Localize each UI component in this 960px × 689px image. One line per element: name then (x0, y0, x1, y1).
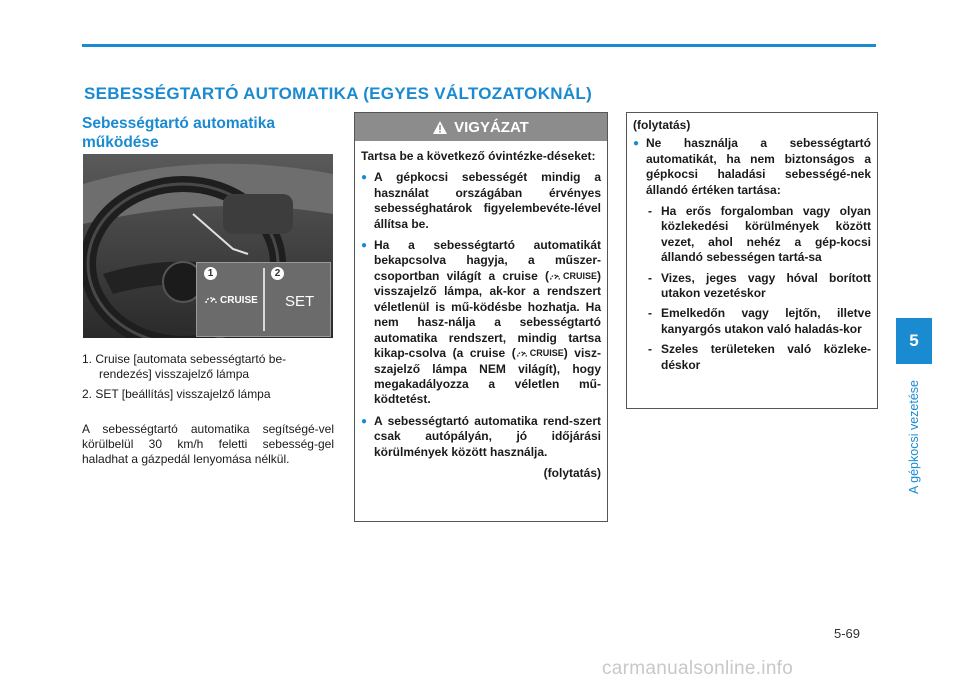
warning-intro: Tartsa be a következő óvintézke-déseket: (361, 149, 596, 163)
warning-bullet-2 (361, 238, 601, 408)
callout-number-1: 1 (204, 267, 217, 280)
list-item: 2. SET [beállítás] visszajelző lámpa (82, 387, 271, 401)
warning-continued: (folytatás) (543, 465, 601, 480)
warning-icon (433, 121, 447, 134)
chapter-tab: 5 (896, 318, 932, 364)
cruise-icon-text: CRUISE (529, 348, 564, 359)
page-number: 5-69 (834, 626, 861, 641)
continuation-label: (folytatás) (633, 118, 691, 132)
warning-bullet-1: ● A gépkocsi sebességét mindig a használat országában érvényes sebességhatárok figyelembevéte-lével állítsa be. (361, 170, 601, 232)
set-indicator: SET (285, 293, 315, 310)
dash-item: - Vizes, jeges vagy hóval borított utakon vezetéskor (648, 270, 871, 301)
intro-paragraph: A sebességtartó automatika segítségé-vel körülbelül 30 km/h feletti sebesség-gel haladhat a gázpedál lenyomása nélkül. (82, 422, 334, 466)
speedometer-icon (549, 271, 561, 283)
cruise-icon-text: CRUISE (562, 270, 597, 281)
continuation-bullet-1: ● Ne használja a sebességtartó automatikát, ha nem biztonságos a gépkocsi haladási sebességé-nek állandó értéken tartása: (633, 136, 871, 198)
dash-item: - Szeles területeken való közleke-déskor (648, 342, 871, 372)
speedometer-icon (516, 348, 528, 360)
top-rule (82, 44, 876, 47)
callout-divider (263, 268, 265, 331)
indicator-callout (196, 262, 331, 337)
warning-header (355, 113, 607, 141)
chapter-label: A gépkocsi vezetése (907, 380, 921, 494)
section-title: SEBESSÉGTARTÓ AUTOMATIKA (EGYES VÁLTOZATOKNÁL) (84, 84, 593, 103)
dash-item: - Emelkedőn vagy lejtőn, illetve kanyargós utakon való haladás-kor (648, 306, 871, 336)
continuation-box (626, 112, 878, 409)
sub-title: Sebességtartó automatika működése (82, 115, 275, 151)
warning-bullet-2-part-a: Ha a sebességtartó automatikát bekapcsolva hagyja, a műszer-csoportban világít a cruise ( (374, 238, 601, 283)
cruise-icon-inline (516, 346, 564, 361)
cruise-indicator (204, 293, 258, 307)
callout-number-2: 2 (271, 267, 284, 280)
cruise-icon-inline (549, 269, 597, 284)
warning-title: VIGYÁZAT (454, 118, 529, 136)
warning-bullet-3: ● A sebességtartó automatika rend-szert csak autópályán, jó időjárási körülmények között használja. (361, 414, 601, 460)
dash-item: - Ha erős forgalomban vagy olyan közlekedési körülmények között vezet, ahol nehéz a gép-kocsi állandó sebességen tartá-sa (648, 204, 871, 265)
speedometer-icon (204, 293, 218, 307)
warning-bullet-2-part-c: ) visz-szajelző lámpa NEM világít), hogy megakadályozza a véletlen mű-ködtetést. (374, 346, 601, 407)
warning-box (354, 112, 608, 522)
list-item: 1. Cruise [automata sebességtartó be-rendezés] visszajelző lámpa (82, 352, 287, 381)
watermark: carmanualsonline.info (602, 658, 794, 679)
cruise-label: CRUISE (220, 294, 258, 306)
warning-bullet-2-part-b: ) visszajelző lámpa, ak-kor a rendszert véletlenül is mű-ködésbe hozhatja. Ha nem hasz-nálja a sebességtartó automatika rendszert, mindig tartsa kikap-csolva (a cruise ( (374, 268, 601, 360)
indicator-list (82, 352, 334, 407)
